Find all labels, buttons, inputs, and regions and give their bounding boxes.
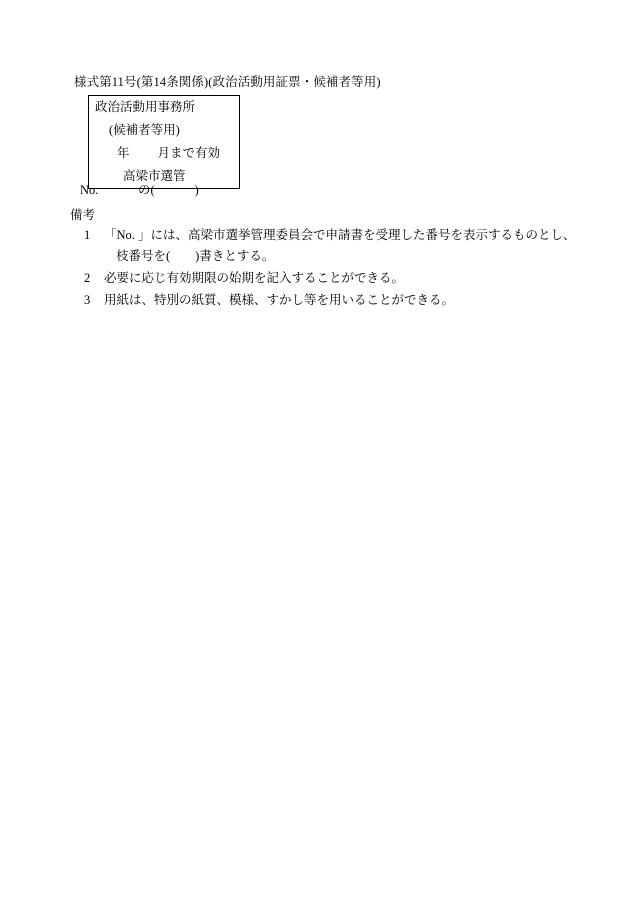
form-line-validity: [89, 142, 239, 165]
notes-heading: 備考: [70, 208, 96, 222]
note-number: 2: [84, 271, 91, 285]
note-text: 枝番号を( )書きとする。: [116, 249, 275, 263]
form-year-label: 年: [117, 146, 130, 160]
note-text: 「No. 」には、高梁市選挙管理委員会で申請書を受理した番号を表示するものとし、: [104, 228, 576, 242]
note-number: 3: [84, 293, 91, 307]
form-line-election-board: 高梁市選管: [123, 169, 186, 183]
form-line-office: 政治活動用事務所: [95, 100, 196, 114]
form-line-candidate-use: (候補者等用): [109, 123, 180, 137]
notes-list: [70, 225, 590, 312]
certificate-form-box: [88, 95, 240, 189]
note-text: 用紙は、特別の紙質、模様、すかし等を用いることができる。: [104, 293, 455, 307]
note-number: 1: [84, 228, 91, 242]
form-month-valid-label: 月まで有効: [157, 146, 221, 160]
list-item: [70, 290, 590, 311]
page-title: 様式第11号(第14条関係)(政治活動用証票・候補者等用): [74, 75, 381, 89]
form-no-close: ): [194, 183, 199, 197]
list-item: [70, 225, 590, 267]
form-no-middle: の(: [138, 183, 155, 197]
list-item: [70, 268, 590, 289]
form-no-label: No.: [80, 183, 99, 197]
form-no-row: [80, 180, 240, 200]
note-text: 必要に応じ有効期限の始期を記入することができる。: [104, 271, 405, 285]
